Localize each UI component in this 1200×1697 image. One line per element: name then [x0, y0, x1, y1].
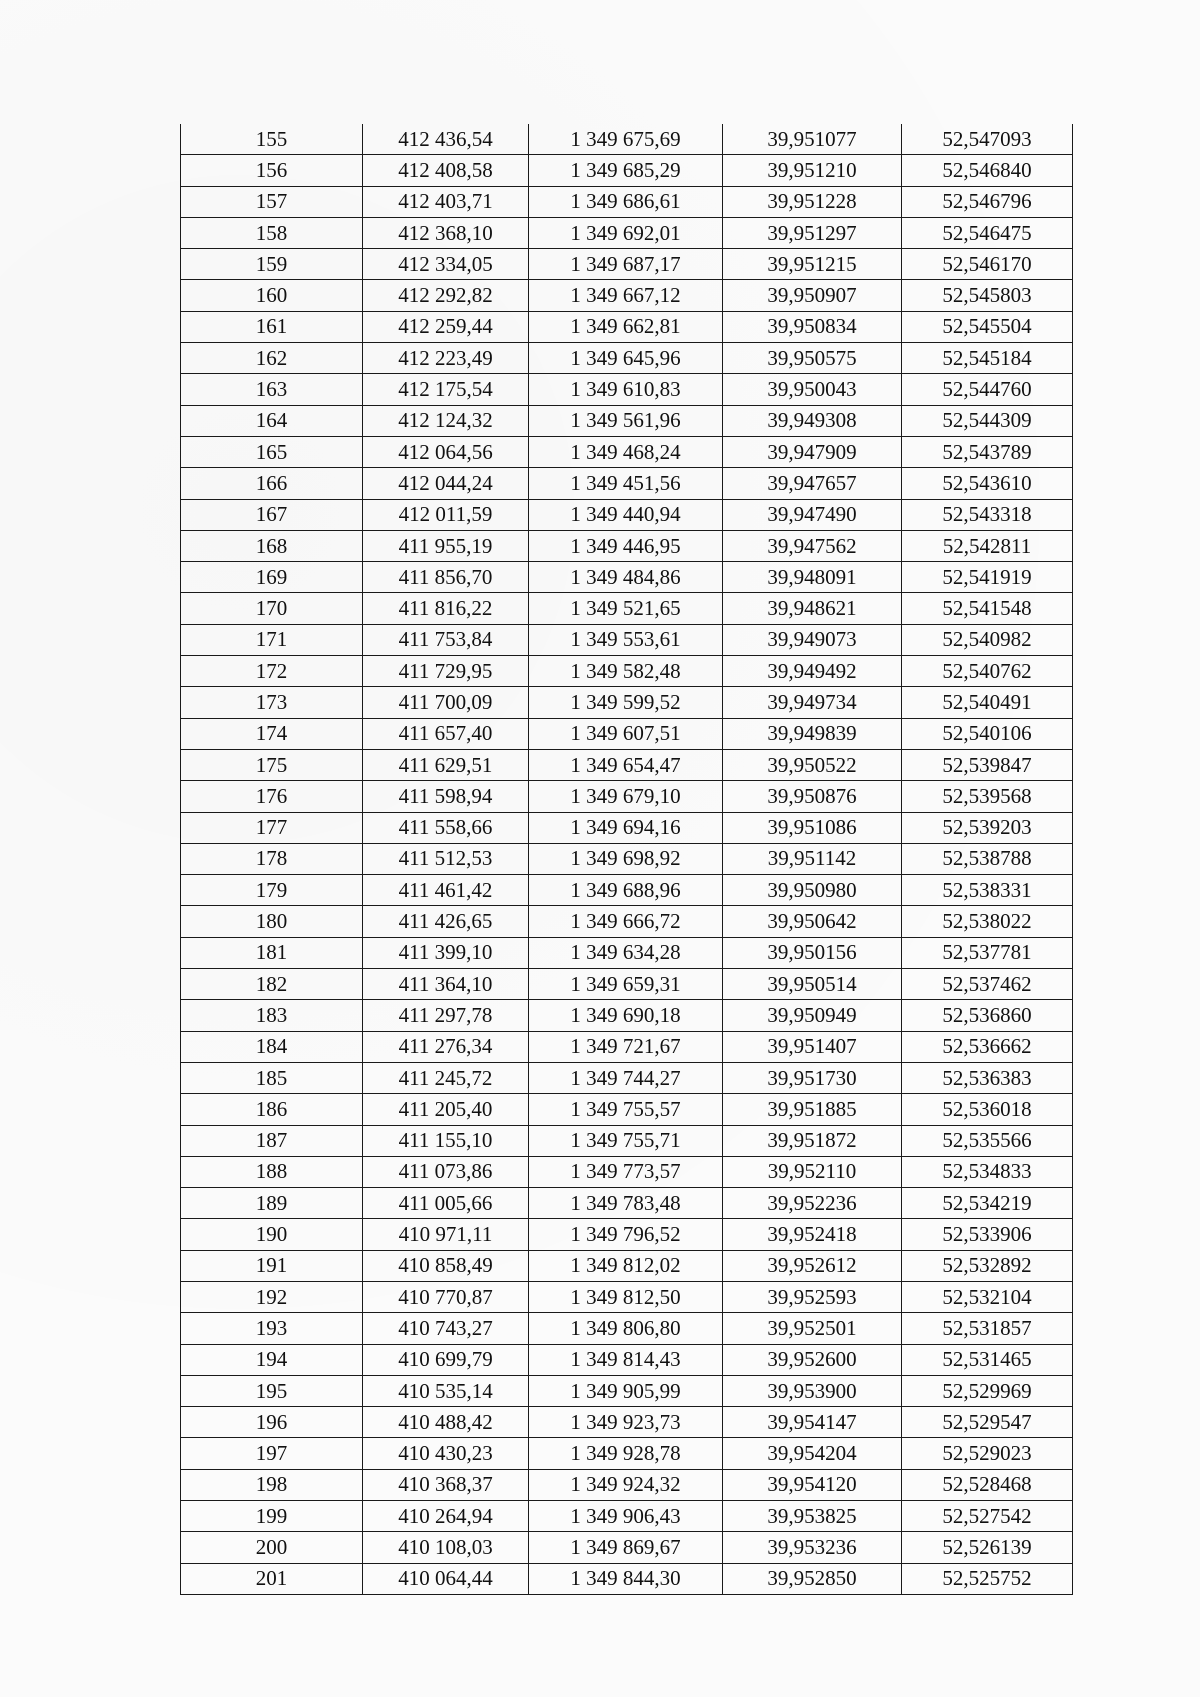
- y-coordinate-cell: 1 349 686,61: [529, 186, 723, 217]
- point-number-cell: 199: [181, 1501, 363, 1532]
- latitude-cell: 39,951215: [723, 249, 902, 280]
- table-row: [181, 499, 1073, 530]
- latitude-cell: 39,949492: [723, 656, 902, 687]
- longitude-cell: 52,525752: [902, 1563, 1073, 1594]
- longitude-cell: 52,538022: [902, 906, 1073, 937]
- longitude-cell: 52,540491: [902, 687, 1073, 718]
- longitude-cell: 52,538788: [902, 843, 1073, 874]
- x-coordinate-cell: 411 205,40: [363, 1094, 529, 1125]
- longitude-cell: 52,531465: [902, 1344, 1073, 1375]
- point-number-cell: 171: [181, 624, 363, 655]
- longitude-cell: 52,543789: [902, 436, 1073, 467]
- latitude-cell: 39,950642: [723, 906, 902, 937]
- x-coordinate-cell: 410 971,11: [363, 1219, 529, 1250]
- latitude-cell: 39,950522: [723, 749, 902, 780]
- y-coordinate-cell: 1 349 844,30: [529, 1563, 723, 1594]
- latitude-cell: 39,948091: [723, 562, 902, 593]
- x-coordinate-cell: 410 064,44: [363, 1563, 529, 1594]
- latitude-cell: 39,952612: [723, 1250, 902, 1281]
- longitude-cell: 52,531857: [902, 1313, 1073, 1344]
- table-row: [181, 343, 1073, 374]
- longitude-cell: 52,545803: [902, 280, 1073, 311]
- longitude-cell: 52,529547: [902, 1407, 1073, 1438]
- y-coordinate-cell: 1 349 561,96: [529, 405, 723, 436]
- point-number-cell: 176: [181, 781, 363, 812]
- x-coordinate-cell: 411 155,10: [363, 1125, 529, 1156]
- x-coordinate-cell: 410 430,23: [363, 1438, 529, 1469]
- table-row: [181, 1501, 1073, 1532]
- x-coordinate-cell: 411 816,22: [363, 593, 529, 624]
- point-number-cell: 197: [181, 1438, 363, 1469]
- latitude-cell: 39,952418: [723, 1219, 902, 1250]
- y-coordinate-cell: 1 349 812,02: [529, 1250, 723, 1281]
- longitude-cell: 52,528468: [902, 1469, 1073, 1500]
- latitude-cell: 39,951872: [723, 1125, 902, 1156]
- latitude-cell: 39,949839: [723, 718, 902, 749]
- x-coordinate-cell: 411 729,95: [363, 656, 529, 687]
- table-row: [181, 624, 1073, 655]
- longitude-cell: 52,547093: [902, 124, 1073, 155]
- y-coordinate-cell: 1 349 783,48: [529, 1188, 723, 1219]
- point-number-cell: 183: [181, 1000, 363, 1031]
- latitude-cell: 39,951730: [723, 1062, 902, 1093]
- latitude-cell: 39,951086: [723, 812, 902, 843]
- y-coordinate-cell: 1 349 906,43: [529, 1501, 723, 1532]
- table-row: [181, 656, 1073, 687]
- latitude-cell: 39,947909: [723, 436, 902, 467]
- point-number-cell: 191: [181, 1250, 363, 1281]
- longitude-cell: 52,537781: [902, 937, 1073, 968]
- longitude-cell: 52,532104: [902, 1281, 1073, 1312]
- y-coordinate-cell: 1 349 690,18: [529, 1000, 723, 1031]
- table-row: [181, 124, 1073, 155]
- longitude-cell: 52,542811: [902, 530, 1073, 561]
- latitude-cell: 39,949308: [723, 405, 902, 436]
- point-number-cell: 185: [181, 1062, 363, 1093]
- x-coordinate-cell: 411 461,42: [363, 875, 529, 906]
- x-coordinate-cell: 412 292,82: [363, 280, 529, 311]
- x-coordinate-cell: 412 175,54: [363, 374, 529, 405]
- latitude-cell: 39,950980: [723, 875, 902, 906]
- longitude-cell: 52,546475: [902, 217, 1073, 248]
- table-row: [181, 155, 1073, 186]
- point-number-cell: 180: [181, 906, 363, 937]
- point-number-cell: 178: [181, 843, 363, 874]
- table-row: [181, 969, 1073, 1000]
- y-coordinate-cell: 1 349 645,96: [529, 343, 723, 374]
- point-number-cell: 186: [181, 1094, 363, 1125]
- point-number-cell: 196: [181, 1407, 363, 1438]
- coordinates-table: [180, 124, 1073, 1595]
- x-coordinate-cell: 412 259,44: [363, 311, 529, 342]
- y-coordinate-cell: 1 349 796,52: [529, 1219, 723, 1250]
- y-coordinate-cell: 1 349 685,29: [529, 155, 723, 186]
- y-coordinate-cell: 1 349 667,12: [529, 280, 723, 311]
- x-coordinate-cell: 412 334,05: [363, 249, 529, 280]
- y-coordinate-cell: 1 349 484,86: [529, 562, 723, 593]
- x-coordinate-cell: 410 368,37: [363, 1469, 529, 1500]
- x-coordinate-cell: 412 044,24: [363, 468, 529, 499]
- longitude-cell: 52,544309: [902, 405, 1073, 436]
- table-row: [181, 530, 1073, 561]
- latitude-cell: 39,954120: [723, 1469, 902, 1500]
- x-coordinate-cell: 411 955,19: [363, 530, 529, 561]
- table-row: [181, 1313, 1073, 1344]
- x-coordinate-cell: 412 436,54: [363, 124, 529, 155]
- point-number-cell: 163: [181, 374, 363, 405]
- x-coordinate-cell: 410 743,27: [363, 1313, 529, 1344]
- latitude-cell: 39,951297: [723, 217, 902, 248]
- longitude-cell: 52,545504: [902, 311, 1073, 342]
- point-number-cell: 177: [181, 812, 363, 843]
- latitude-cell: 39,952600: [723, 1344, 902, 1375]
- y-coordinate-cell: 1 349 634,28: [529, 937, 723, 968]
- x-coordinate-cell: 410 108,03: [363, 1532, 529, 1563]
- point-number-cell: 164: [181, 405, 363, 436]
- point-number-cell: 168: [181, 530, 363, 561]
- longitude-cell: 52,537462: [902, 969, 1073, 1000]
- y-coordinate-cell: 1 349 679,10: [529, 781, 723, 812]
- x-coordinate-cell: 411 297,78: [363, 1000, 529, 1031]
- table-row: [181, 186, 1073, 217]
- x-coordinate-cell: 411 753,84: [363, 624, 529, 655]
- point-number-cell: 166: [181, 468, 363, 499]
- y-coordinate-cell: 1 349 744,27: [529, 1062, 723, 1093]
- y-coordinate-cell: 1 349 654,47: [529, 749, 723, 780]
- y-coordinate-cell: 1 349 755,71: [529, 1125, 723, 1156]
- latitude-cell: 39,950949: [723, 1000, 902, 1031]
- latitude-cell: 39,951142: [723, 843, 902, 874]
- table-row: [181, 749, 1073, 780]
- y-coordinate-cell: 1 349 924,32: [529, 1469, 723, 1500]
- latitude-cell: 39,950575: [723, 343, 902, 374]
- longitude-cell: 52,544760: [902, 374, 1073, 405]
- latitude-cell: 39,950156: [723, 937, 902, 968]
- latitude-cell: 39,954147: [723, 1407, 902, 1438]
- latitude-cell: 39,949073: [723, 624, 902, 655]
- x-coordinate-cell: 411 276,34: [363, 1031, 529, 1062]
- latitude-cell: 39,950876: [723, 781, 902, 812]
- table-row: [181, 1281, 1073, 1312]
- longitude-cell: 52,532892: [902, 1250, 1073, 1281]
- table-row: [181, 1156, 1073, 1187]
- x-coordinate-cell: 410 488,42: [363, 1407, 529, 1438]
- y-coordinate-cell: 1 349 905,99: [529, 1375, 723, 1406]
- table-row: [181, 1438, 1073, 1469]
- table-row: [181, 1125, 1073, 1156]
- x-coordinate-cell: 411 629,51: [363, 749, 529, 780]
- table-row: [181, 249, 1073, 280]
- x-coordinate-cell: 412 408,58: [363, 155, 529, 186]
- table-row: [181, 562, 1073, 593]
- longitude-cell: 52,539568: [902, 781, 1073, 812]
- point-number-cell: 165: [181, 436, 363, 467]
- latitude-cell: 39,950514: [723, 969, 902, 1000]
- point-number-cell: 175: [181, 749, 363, 780]
- table-row: [181, 781, 1073, 812]
- table-row: [181, 875, 1073, 906]
- longitude-cell: 52,541548: [902, 593, 1073, 624]
- y-coordinate-cell: 1 349 928,78: [529, 1438, 723, 1469]
- y-coordinate-cell: 1 349 814,43: [529, 1344, 723, 1375]
- longitude-cell: 52,536018: [902, 1094, 1073, 1125]
- x-coordinate-cell: 410 858,49: [363, 1250, 529, 1281]
- point-number-cell: 170: [181, 593, 363, 624]
- table-row: [181, 687, 1073, 718]
- latitude-cell: 39,948621: [723, 593, 902, 624]
- longitude-cell: 52,543610: [902, 468, 1073, 499]
- latitude-cell: 39,950834: [723, 311, 902, 342]
- table-row: [181, 1344, 1073, 1375]
- y-coordinate-cell: 1 349 610,83: [529, 374, 723, 405]
- longitude-cell: 52,536383: [902, 1062, 1073, 1093]
- y-coordinate-cell: 1 349 721,67: [529, 1031, 723, 1062]
- point-number-cell: 173: [181, 687, 363, 718]
- point-number-cell: 172: [181, 656, 363, 687]
- latitude-cell: 39,947562: [723, 530, 902, 561]
- y-coordinate-cell: 1 349 659,31: [529, 969, 723, 1000]
- table-row: [181, 812, 1073, 843]
- latitude-cell: 39,951407: [723, 1031, 902, 1062]
- longitude-cell: 52,534219: [902, 1188, 1073, 1219]
- latitude-cell: 39,953900: [723, 1375, 902, 1406]
- table-row: [181, 1563, 1073, 1594]
- point-number-cell: 198: [181, 1469, 363, 1500]
- point-number-cell: 156: [181, 155, 363, 186]
- y-coordinate-cell: 1 349 806,80: [529, 1313, 723, 1344]
- x-coordinate-cell: 411 700,09: [363, 687, 529, 718]
- point-number-cell: 157: [181, 186, 363, 217]
- latitude-cell: 39,951228: [723, 186, 902, 217]
- latitude-cell: 39,951077: [723, 124, 902, 155]
- y-coordinate-cell: 1 349 692,01: [529, 217, 723, 248]
- point-number-cell: 187: [181, 1125, 363, 1156]
- x-coordinate-cell: 411 856,70: [363, 562, 529, 593]
- y-coordinate-cell: 1 349 923,73: [529, 1407, 723, 1438]
- x-coordinate-cell: 412 223,49: [363, 343, 529, 374]
- point-number-cell: 184: [181, 1031, 363, 1062]
- longitude-cell: 52,536860: [902, 1000, 1073, 1031]
- x-coordinate-cell: 411 558,66: [363, 812, 529, 843]
- x-coordinate-cell: 412 064,56: [363, 436, 529, 467]
- x-coordinate-cell: 411 005,66: [363, 1188, 529, 1219]
- point-number-cell: 174: [181, 718, 363, 749]
- point-number-cell: 169: [181, 562, 363, 593]
- y-coordinate-cell: 1 349 675,69: [529, 124, 723, 155]
- longitude-cell: 52,533906: [902, 1219, 1073, 1250]
- table-row: [181, 217, 1073, 248]
- longitude-cell: 52,545184: [902, 343, 1073, 374]
- x-coordinate-cell: 411 364,10: [363, 969, 529, 1000]
- table-row: [181, 843, 1073, 874]
- longitude-cell: 52,540762: [902, 656, 1073, 687]
- y-coordinate-cell: 1 349 440,94: [529, 499, 723, 530]
- x-coordinate-cell: 410 535,14: [363, 1375, 529, 1406]
- longitude-cell: 52,526139: [902, 1532, 1073, 1563]
- y-coordinate-cell: 1 349 688,96: [529, 875, 723, 906]
- point-number-cell: 158: [181, 217, 363, 248]
- latitude-cell: 39,952236: [723, 1188, 902, 1219]
- point-number-cell: 201: [181, 1563, 363, 1594]
- y-coordinate-cell: 1 349 694,16: [529, 812, 723, 843]
- x-coordinate-cell: 411 512,53: [363, 843, 529, 874]
- latitude-cell: 39,949734: [723, 687, 902, 718]
- point-number-cell: 182: [181, 969, 363, 1000]
- longitude-cell: 52,546840: [902, 155, 1073, 186]
- latitude-cell: 39,950043: [723, 374, 902, 405]
- table-row: [181, 436, 1073, 467]
- table-row: [181, 280, 1073, 311]
- y-coordinate-cell: 1 349 666,72: [529, 906, 723, 937]
- table-row: [181, 1469, 1073, 1500]
- x-coordinate-cell: 411 399,10: [363, 937, 529, 968]
- y-coordinate-cell: 1 349 698,92: [529, 843, 723, 874]
- x-coordinate-cell: 410 264,94: [363, 1501, 529, 1532]
- longitude-cell: 52,540106: [902, 718, 1073, 749]
- table-row: [181, 593, 1073, 624]
- y-coordinate-cell: 1 349 446,95: [529, 530, 723, 561]
- table-row: [181, 1407, 1073, 1438]
- longitude-cell: 52,540982: [902, 624, 1073, 655]
- latitude-cell: 39,952501: [723, 1313, 902, 1344]
- table-row: [181, 1532, 1073, 1563]
- longitude-cell: 52,535566: [902, 1125, 1073, 1156]
- y-coordinate-cell: 1 349 451,56: [529, 468, 723, 499]
- longitude-cell: 52,546796: [902, 186, 1073, 217]
- point-number-cell: 193: [181, 1313, 363, 1344]
- point-number-cell: 195: [181, 1375, 363, 1406]
- point-number-cell: 167: [181, 499, 363, 530]
- longitude-cell: 52,529969: [902, 1375, 1073, 1406]
- latitude-cell: 39,947657: [723, 468, 902, 499]
- longitude-cell: 52,529023: [902, 1438, 1073, 1469]
- longitude-cell: 52,543318: [902, 499, 1073, 530]
- coordinates-table-body: [181, 124, 1073, 1594]
- table-row: [181, 1250, 1073, 1281]
- latitude-cell: 39,947490: [723, 499, 902, 530]
- point-number-cell: 161: [181, 311, 363, 342]
- y-coordinate-cell: 1 349 812,50: [529, 1281, 723, 1312]
- latitude-cell: 39,951210: [723, 155, 902, 186]
- y-coordinate-cell: 1 349 599,52: [529, 687, 723, 718]
- x-coordinate-cell: 412 011,59: [363, 499, 529, 530]
- point-number-cell: 160: [181, 280, 363, 311]
- table-row: [181, 468, 1073, 499]
- table-row: [181, 1219, 1073, 1250]
- point-number-cell: 194: [181, 1344, 363, 1375]
- y-coordinate-cell: 1 349 687,17: [529, 249, 723, 280]
- longitude-cell: 52,527542: [902, 1501, 1073, 1532]
- point-number-cell: 189: [181, 1188, 363, 1219]
- longitude-cell: 52,541919: [902, 562, 1073, 593]
- table-row: [181, 311, 1073, 342]
- point-number-cell: 200: [181, 1532, 363, 1563]
- longitude-cell: 52,539203: [902, 812, 1073, 843]
- table-row: [181, 405, 1073, 436]
- table-row: [181, 937, 1073, 968]
- table-row: [181, 1094, 1073, 1125]
- y-coordinate-cell: 1 349 607,51: [529, 718, 723, 749]
- x-coordinate-cell: 412 368,10: [363, 217, 529, 248]
- point-number-cell: 159: [181, 249, 363, 280]
- y-coordinate-cell: 1 349 869,67: [529, 1532, 723, 1563]
- x-coordinate-cell: 411 073,86: [363, 1156, 529, 1187]
- y-coordinate-cell: 1 349 582,48: [529, 656, 723, 687]
- x-coordinate-cell: 411 657,40: [363, 718, 529, 749]
- point-number-cell: 155: [181, 124, 363, 155]
- latitude-cell: 39,951885: [723, 1094, 902, 1125]
- y-coordinate-cell: 1 349 773,57: [529, 1156, 723, 1187]
- x-coordinate-cell: 411 245,72: [363, 1062, 529, 1093]
- point-number-cell: 188: [181, 1156, 363, 1187]
- longitude-cell: 52,538331: [902, 875, 1073, 906]
- table-row: [181, 906, 1073, 937]
- table-row: [181, 374, 1073, 405]
- x-coordinate-cell: 412 124,32: [363, 405, 529, 436]
- latitude-cell: 39,953236: [723, 1532, 902, 1563]
- point-number-cell: 179: [181, 875, 363, 906]
- table-row: [181, 1188, 1073, 1219]
- x-coordinate-cell: 411 426,65: [363, 906, 529, 937]
- longitude-cell: 52,539847: [902, 749, 1073, 780]
- y-coordinate-cell: 1 349 553,61: [529, 624, 723, 655]
- y-coordinate-cell: 1 349 521,65: [529, 593, 723, 624]
- longitude-cell: 52,546170: [902, 249, 1073, 280]
- point-number-cell: 190: [181, 1219, 363, 1250]
- table-row: [181, 1031, 1073, 1062]
- table-row: [181, 1062, 1073, 1093]
- longitude-cell: 52,536662: [902, 1031, 1073, 1062]
- x-coordinate-cell: 410 770,87: [363, 1281, 529, 1312]
- latitude-cell: 39,953825: [723, 1501, 902, 1532]
- table-row: [181, 718, 1073, 749]
- latitude-cell: 39,952850: [723, 1563, 902, 1594]
- x-coordinate-cell: 412 403,71: [363, 186, 529, 217]
- latitude-cell: 39,954204: [723, 1438, 902, 1469]
- point-number-cell: 181: [181, 937, 363, 968]
- y-coordinate-cell: 1 349 755,57: [529, 1094, 723, 1125]
- table-row: [181, 1000, 1073, 1031]
- point-number-cell: 192: [181, 1281, 363, 1312]
- point-number-cell: 162: [181, 343, 363, 374]
- table-row: [181, 1375, 1073, 1406]
- latitude-cell: 39,952593: [723, 1281, 902, 1312]
- latitude-cell: 39,950907: [723, 280, 902, 311]
- x-coordinate-cell: 411 598,94: [363, 781, 529, 812]
- y-coordinate-cell: 1 349 662,81: [529, 311, 723, 342]
- y-coordinate-cell: 1 349 468,24: [529, 436, 723, 467]
- latitude-cell: 39,952110: [723, 1156, 902, 1187]
- longitude-cell: 52,534833: [902, 1156, 1073, 1187]
- x-coordinate-cell: 410 699,79: [363, 1344, 529, 1375]
